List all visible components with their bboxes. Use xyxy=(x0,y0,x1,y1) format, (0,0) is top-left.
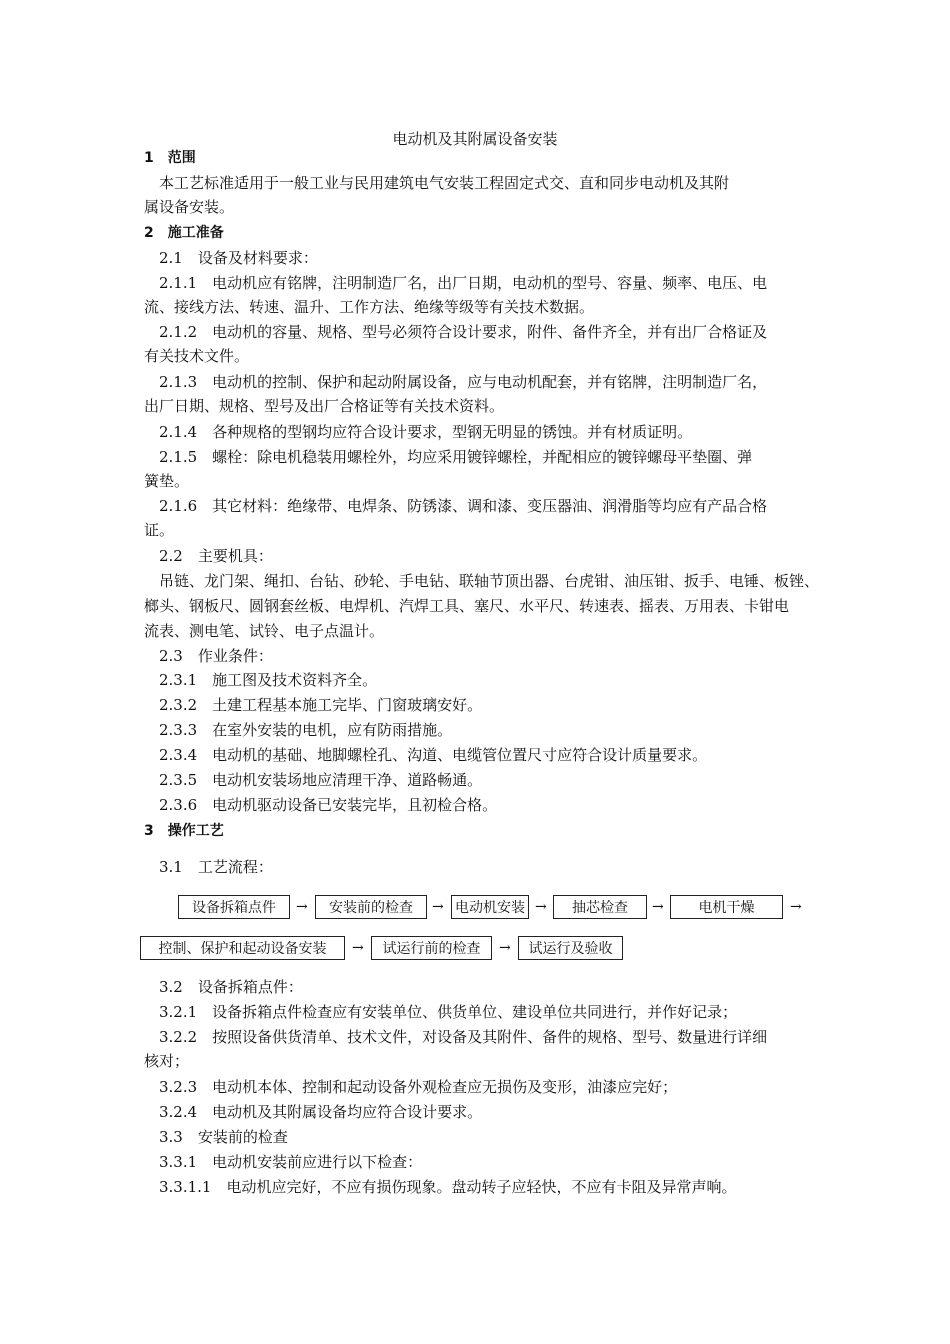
paragraph-line: 2.1.3 电动机的控制、保护和起动附属设备，应与电动机配套，并有铭牌，注明制造厂名， xyxy=(144,373,768,391)
flow-step-unpacking: 设备拆箱点件 xyxy=(178,895,290,919)
subsection-heading: 3.2 设备拆箱点件： xyxy=(144,978,303,996)
section-2-heading: 2 施工准备 xyxy=(144,225,224,241)
paragraph-line: 榔头、钢板尺、圆钢套丝板、电焊机、汽焊工具、塞尺、水平尺、转速表、摇表、万用表、卡钳电 xyxy=(144,597,790,615)
flow-step-motor-drying: 电机干燥 xyxy=(670,895,783,919)
flow-arrow: → xyxy=(352,940,364,956)
flow-step-core-check: 抽芯检查 xyxy=(553,895,647,919)
paragraph-line: 属设备安装。 xyxy=(144,198,235,216)
section-1-heading: 1 范围 xyxy=(144,150,196,166)
paragraph-line: 3.2.1 设备拆箱点件检查应有安装单位、供货单位、建设单位共同进行，并作好记录； xyxy=(144,1003,738,1021)
paragraph-line: 流表、测电笔、试铃、电子点温计。 xyxy=(144,622,385,640)
paragraph-line: 2.3.5 电动机安装场地应清理干净、道路畅通。 xyxy=(144,771,483,789)
paragraph-line: 3.2.3 电动机本体、控制和起动设备外观检查应无损伤及变形，油漆应完好； xyxy=(144,1078,678,1096)
subsection-heading: 2.1 设备及材料要求： xyxy=(144,249,318,267)
paragraph-line: 出厂日期、规格、型号及出厂合格证等有关技术资料。 xyxy=(144,397,505,415)
subsection-heading: 3.3 安装前的检查 xyxy=(144,1128,288,1146)
flow-arrow: → xyxy=(296,899,308,915)
flow-step-motor-install: 电动机安装 xyxy=(451,895,529,919)
flow-arrow: → xyxy=(535,899,547,915)
paragraph-line: 2.1.6 其它材料：绝缘带、电焊条、防锈漆、调和漆、变压器油、润滑脂等均应有产品合格 xyxy=(144,497,768,515)
section-3-heading: 3 操作工艺 xyxy=(144,823,224,839)
paragraph-line: 2.1.4 各种规格的型钢均应符合设计要求，型钢无明显的锈蚀。并有材质证明。 xyxy=(144,423,693,441)
paragraph-line: 证。 xyxy=(144,521,175,539)
paragraph-line: 流、接线方法、转速、温升、工作方法、绝缘等级等有关技术数据。 xyxy=(144,298,595,316)
paragraph-line: 3.2.4 电动机及其附属设备均应符合设计要求。 xyxy=(144,1103,483,1121)
paragraph-line: 3.3.1.1 电动机应完好，不应有损伤现象。盘动转子应轻快，不应有卡阻及异常声响。 xyxy=(144,1178,737,1196)
paragraph-line: 本工艺标准适用于一般工业与民用建筑电气安装工程固定式交、直和同步电动机及其附 xyxy=(144,174,730,192)
paragraph-line: 3.2.2 按照设备供货清单、技术文件，对设备及其附件、备件的规格、型号、数量进行详细 xyxy=(144,1028,768,1046)
paragraph-line: 2.1.2 电动机的容量、规格、型号必须符合设计要求，附件、备件齐全，并有出厂合格证及 xyxy=(144,323,768,341)
paragraph-line: 2.3.6 电动机驱动设备已安装完毕，且初检合格。 xyxy=(144,796,498,814)
flow-arrow: → xyxy=(652,899,664,915)
flow-step-preinstall-check: 安装前的检查 xyxy=(315,895,427,919)
flow-step-pretrial-check: 试运行前的检查 xyxy=(371,936,492,960)
flow-arrow: → xyxy=(432,899,444,915)
subsection-heading: 3.1 工艺流程： xyxy=(144,858,273,876)
paragraph-line: 3.3.1 电动机安装前应进行以下检查： xyxy=(144,1153,423,1171)
paragraph-line: 核对； xyxy=(144,1052,190,1070)
paragraph-line: 2.3.3 在室外安装的电机，应有防雨措施。 xyxy=(144,721,453,739)
paragraph-line: 有关技术文件。 xyxy=(144,347,250,365)
document-title: 电动机及其附属设备安装 xyxy=(392,130,558,148)
paragraph-line: 2.1.5 螺栓：除电机稳装用螺栓外，均应采用镀锌螺栓，并配相应的镀锌螺母平垫圈、弹 xyxy=(144,448,753,466)
paragraph-line: 2.1.1 电动机应有铭牌，注明制造厂名，出厂日期，电动机的型号、容量、频率、电压、电 xyxy=(144,274,768,292)
paragraph-line: 2.3.4 电动机的基础、地脚螺栓孔、沟道、电缆管位置尺寸应符合设计质量要求。 xyxy=(144,746,708,764)
flow-step-control-equipment-install: 控制、保护和起动设备安装 xyxy=(140,936,345,960)
paragraph-line: 2.3.2 土建工程基本施工完毕、门窗玻璃安好。 xyxy=(144,696,483,714)
paragraph-line: 吊链、龙门架、绳扣、台钻、砂轮、手电钻、联轴节顶出器、台虎钳、油压钳、扳手、电锤、板锉、 xyxy=(144,572,820,590)
subsection-heading: 2.3 作业条件： xyxy=(144,647,273,665)
flow-step-trial-and-acceptance: 试运行及验收 xyxy=(518,936,623,960)
paragraph-line: 簧垫。 xyxy=(144,472,190,490)
paragraph-line: 2.3.1 施工图及技术资料齐全。 xyxy=(144,671,378,689)
subsection-heading: 2.2 主要机具： xyxy=(144,547,273,565)
flow-arrow: → xyxy=(790,899,802,915)
flow-arrow: → xyxy=(499,940,511,956)
